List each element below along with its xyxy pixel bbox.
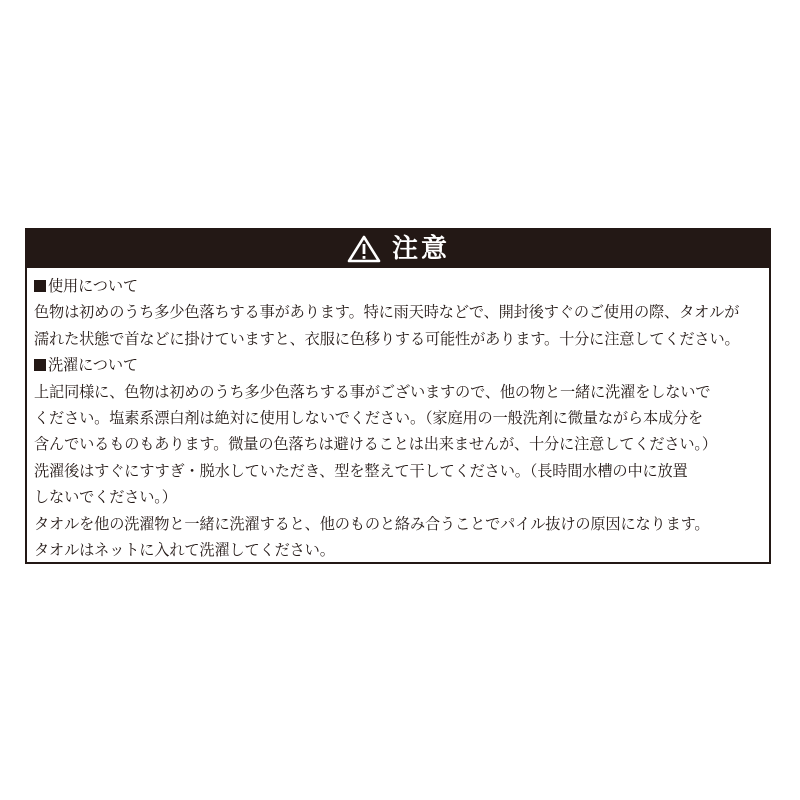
notice-title: 注意 bbox=[391, 234, 450, 264]
notice-body bbox=[27, 268, 769, 563]
body-line: しないでください。） bbox=[34, 488, 177, 507]
warning-triangle-icon bbox=[346, 235, 382, 263]
square-bullet-icon bbox=[34, 280, 46, 292]
body-line: 上記同様に、色物は初めのうち多少色落ちする事がございますので、他の物と一緒に洗濯をしないで bbox=[34, 382, 711, 401]
body-line: 洗濯後はすぐにすすぎ・脱水していただき、型を整えて干してください。（長時間水槽の中に放置 bbox=[34, 461, 688, 480]
section-heading-washing bbox=[34, 352, 769, 378]
body-line: タオルを他の洗濯物と一緒に洗濯すると、他のものと絡み合うことでパイル抜けの原因になります。 bbox=[34, 514, 710, 533]
square-bullet-icon bbox=[34, 359, 46, 371]
notice-header bbox=[27, 230, 769, 268]
body-line: タオルはネットに入れて洗濯してください。 bbox=[34, 540, 335, 559]
section-heading-usage bbox=[34, 273, 769, 299]
section-heading-text: 洗濯について bbox=[48, 356, 138, 375]
notice-box bbox=[25, 228, 771, 564]
body-line: ください。塩素系漂白剤は絶対に使用しないでください。（家庭用の一般洗剤に微量ながら本成分を bbox=[34, 408, 704, 427]
body-line: 色物は初めのうち多少色落ちする事があります。特に雨天時などで、開封後すぐのご使用の際、タオルが bbox=[34, 303, 740, 322]
body-line: 含んでいるものもあります。微量の色落ちは避けることは出来ませんが、十分に注意してください。） bbox=[34, 435, 717, 454]
section-heading-text: 使用について bbox=[48, 277, 138, 295]
body-line: 濡れた状態で首などに掛けていますと、衣服に色移りする可能性があります。十分に注意してください。 bbox=[34, 329, 740, 348]
